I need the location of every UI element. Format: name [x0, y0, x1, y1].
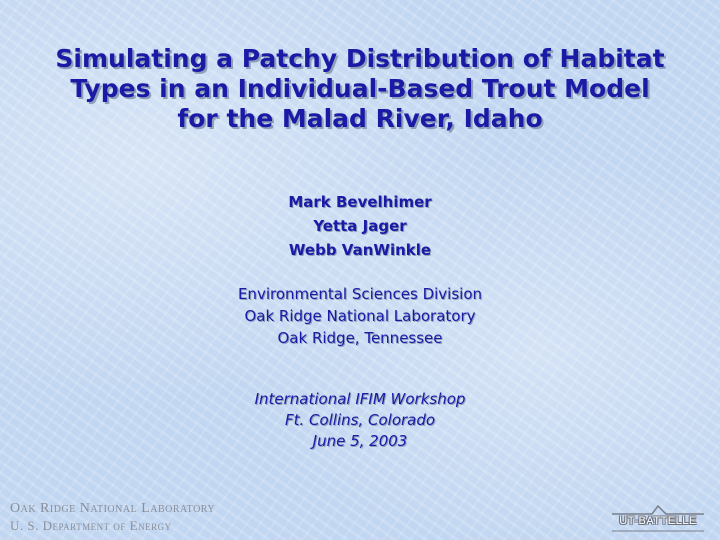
ut-battelle-logo	[608, 502, 708, 534]
author-list	[160, 190, 560, 262]
author-name: Yetta Jager	[313, 217, 407, 235]
logo-text: UT-BATTELLE	[619, 515, 697, 527]
author-name: Mark Bevelhimer	[288, 193, 432, 211]
affiliation-line: Oak Ridge National Laboratory	[244, 307, 476, 325]
title-line: Simulating a Patchy Distribution of Habitat	[55, 44, 665, 73]
affiliation-line: Oak Ridge, Tennessee	[277, 329, 443, 347]
org-name: Oak Ridge National Laboratory	[10, 501, 216, 516]
ornl-footer	[10, 500, 215, 534]
event-line: June 5, 2003	[312, 432, 408, 450]
department-name: U. S. Department of Energy	[10, 518, 172, 533]
title-line: for the Malad River, Idaho	[177, 104, 543, 133]
event-block	[160, 389, 560, 452]
event-line: International IFIM Workshop	[254, 390, 466, 408]
title-line: Types in an Individual-Based Trout Model	[70, 74, 650, 103]
affiliation-block	[160, 283, 560, 349]
event-line: Ft. Collins, Colorado	[284, 411, 436, 429]
author-name: Webb VanWinkle	[288, 241, 432, 259]
affiliation-line: Environmental Sciences Division	[237, 285, 483, 303]
slide-title	[20, 44, 700, 134]
